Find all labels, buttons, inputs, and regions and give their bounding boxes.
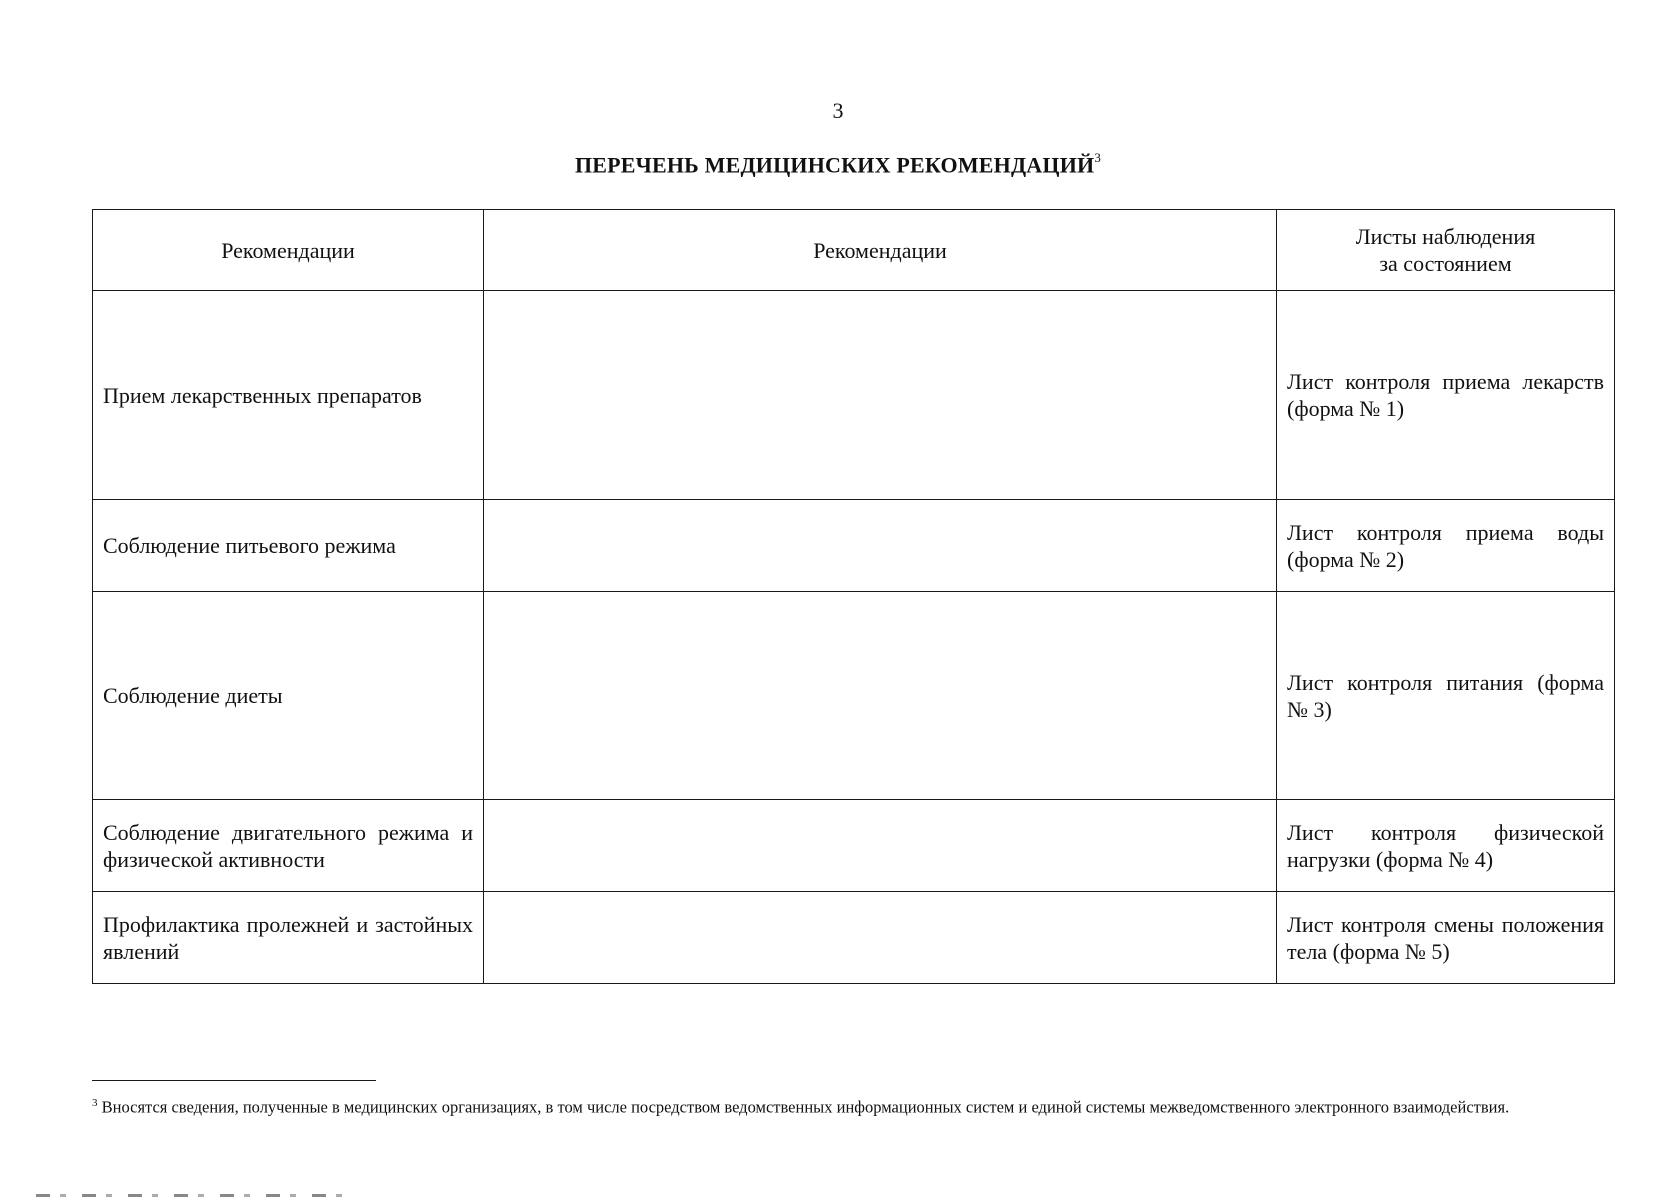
recommendation-cell: Соблюдение питьевого режима	[93, 500, 484, 592]
recommendation-cell: Профилактика пролежней и застойных явлений	[93, 892, 484, 984]
table-row	[93, 800, 1615, 892]
header-recommendations-details: Рекомендации	[484, 210, 1277, 291]
document-title	[0, 152, 1676, 178]
footnote-text: Вносятся сведения, полученные в медицинских организациях, в том числе посредством ведомственных информационных систем и единой системы межведомственного электронного взаимодействия.	[101, 1097, 1510, 1117]
recommendation-cell: Соблюдение диеты	[93, 592, 484, 800]
header-observation-sheets-line1: Листы наблюдения	[1355, 224, 1536, 249]
details-cell	[484, 800, 1277, 892]
sheet-cell: Лист контроля физической нагрузки (форма № 4)	[1277, 800, 1615, 892]
footnote	[92, 1092, 1614, 1119]
recommendation-cell: Прием лекарственных препаратов	[93, 291, 484, 500]
sheet-cell: Лист контроля питания (форма № 3)	[1277, 592, 1615, 800]
table-row	[93, 500, 1615, 592]
table-row	[93, 592, 1615, 800]
details-cell	[484, 892, 1277, 984]
scan-artifact	[36, 1194, 356, 1197]
sheet-cell: Лист контроля приема лекарств (форма № 1)	[1277, 291, 1615, 500]
details-cell	[484, 500, 1277, 592]
header-recommendations: Рекомендации	[93, 210, 484, 291]
header-observation-sheets	[1277, 210, 1615, 291]
table-row	[93, 892, 1615, 984]
footnote-separator	[92, 1080, 376, 1081]
document-title-text: ПЕРЕЧЕНЬ МЕДИЦИНСКИХ РЕКОМЕНДАЦИЙ	[574, 152, 1095, 178]
sheet-cell: Лист контроля приема воды (форма № 2)	[1277, 500, 1615, 592]
page-number: 3	[832, 98, 844, 123]
footnote-marker: 3	[92, 1097, 98, 1109]
title-footnote-ref: 3	[1094, 150, 1102, 165]
sheet-cell: Лист контроля смены положения тела (форма № 5)	[1277, 892, 1615, 984]
recommendations-table	[92, 209, 1615, 984]
details-cell	[484, 592, 1277, 800]
recommendation-cell: Соблюдение двигательного режима и физической активности	[93, 800, 484, 892]
details-cell	[484, 291, 1277, 500]
header-observation-sheets-line2: за состоянием	[1379, 251, 1512, 276]
table-header-row	[93, 210, 1615, 291]
table-row	[93, 291, 1615, 500]
